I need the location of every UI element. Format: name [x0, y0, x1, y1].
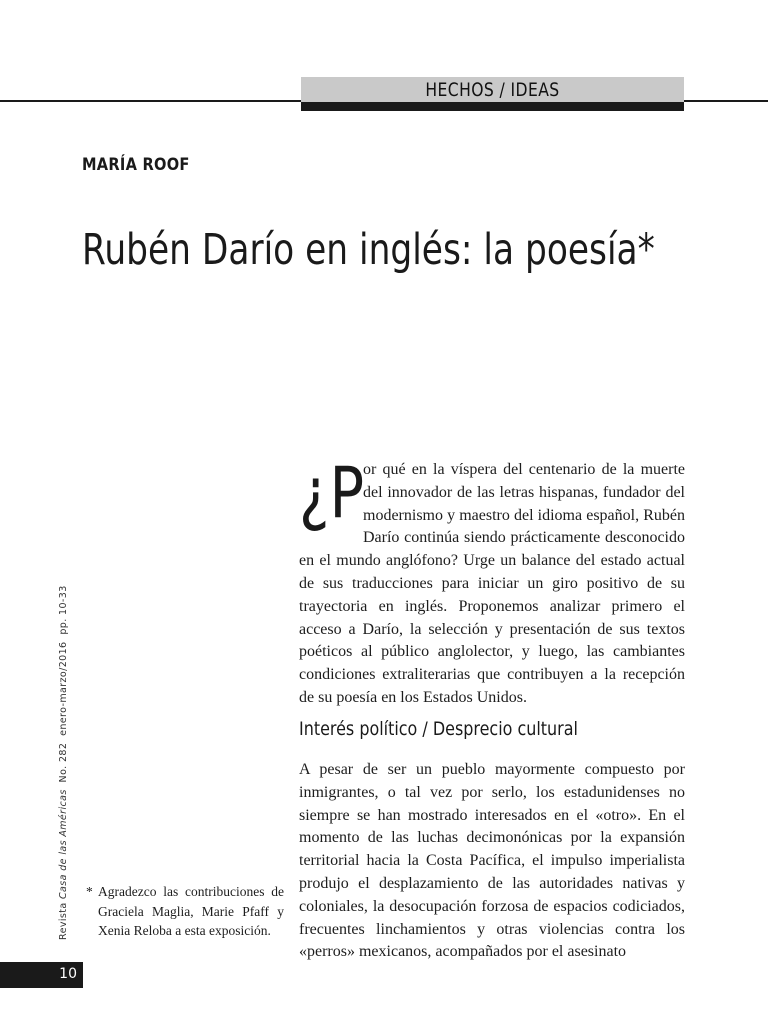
page-number: 10	[59, 966, 77, 982]
citation-journal: Casa de las Américas	[58, 789, 69, 899]
section-band-shadow	[301, 102, 684, 111]
drop-cap: ¿P	[299, 452, 365, 534]
author-name: MARÍA ROOF	[82, 155, 190, 175]
footnote-text: Agradezco las contribuciones de Graciela Maglia, Marie Pfaff y Xenia Reloba a esta exposición.	[98, 884, 284, 938]
article-title: Rubén Darío en inglés: la poesía*	[82, 225, 655, 275]
body-paragraph: A pesar de ser un pueblo mayormente compuesto por inmigrantes, o tal vez por serlo, los estadunidenses no siempre se han mostrado interesados en el «otro». En el momento de las luchas decimonónicas por la expansión territorial hacia la Costa Pacífica, el impulso imperialista produjo el desplazamiento de las autoridades nativas y coloniales, la desocupación forzosa de espacios codiciados, frecuentes linchamientos y otras violencias contra los «perros» mexicanos, acompañados por el asesinato	[299, 761, 685, 961]
citation-details: No. 282 enero-marzo/2016 pp. 10-33	[58, 585, 69, 790]
page-number-box	[0, 962, 83, 988]
journal-citation	[58, 585, 69, 940]
footnote-marker: *	[86, 884, 93, 899]
citation-prefix: Revista	[58, 899, 69, 940]
section-subheading: Interés político / Desprecio cultural	[299, 718, 578, 740]
intro-text: or qué en la víspera del centenario de la muerte del innovador de las letras hispanas, fundador del modernismo y maestro del idioma español, Rubén Darío continúa siendo prácticamente desconocido en el mundo anglófono? Urge un balance del estado actual de sus traducciones para iniciar un giro positivo de su trayectoria en inglés. Proponemos analizar primero el acceso a Darío, la selección y presentación de sus textos poéticos al público anglolector, y luego, las cambiantes condiciones extraliterarias que contribuyen a la recepción de su poesía en los Estados Unidos.	[299, 461, 685, 706]
section-label: HECHOS / IDEAS	[425, 79, 560, 101]
intro-paragraph	[299, 452, 685, 710]
footnote	[86, 882, 284, 941]
